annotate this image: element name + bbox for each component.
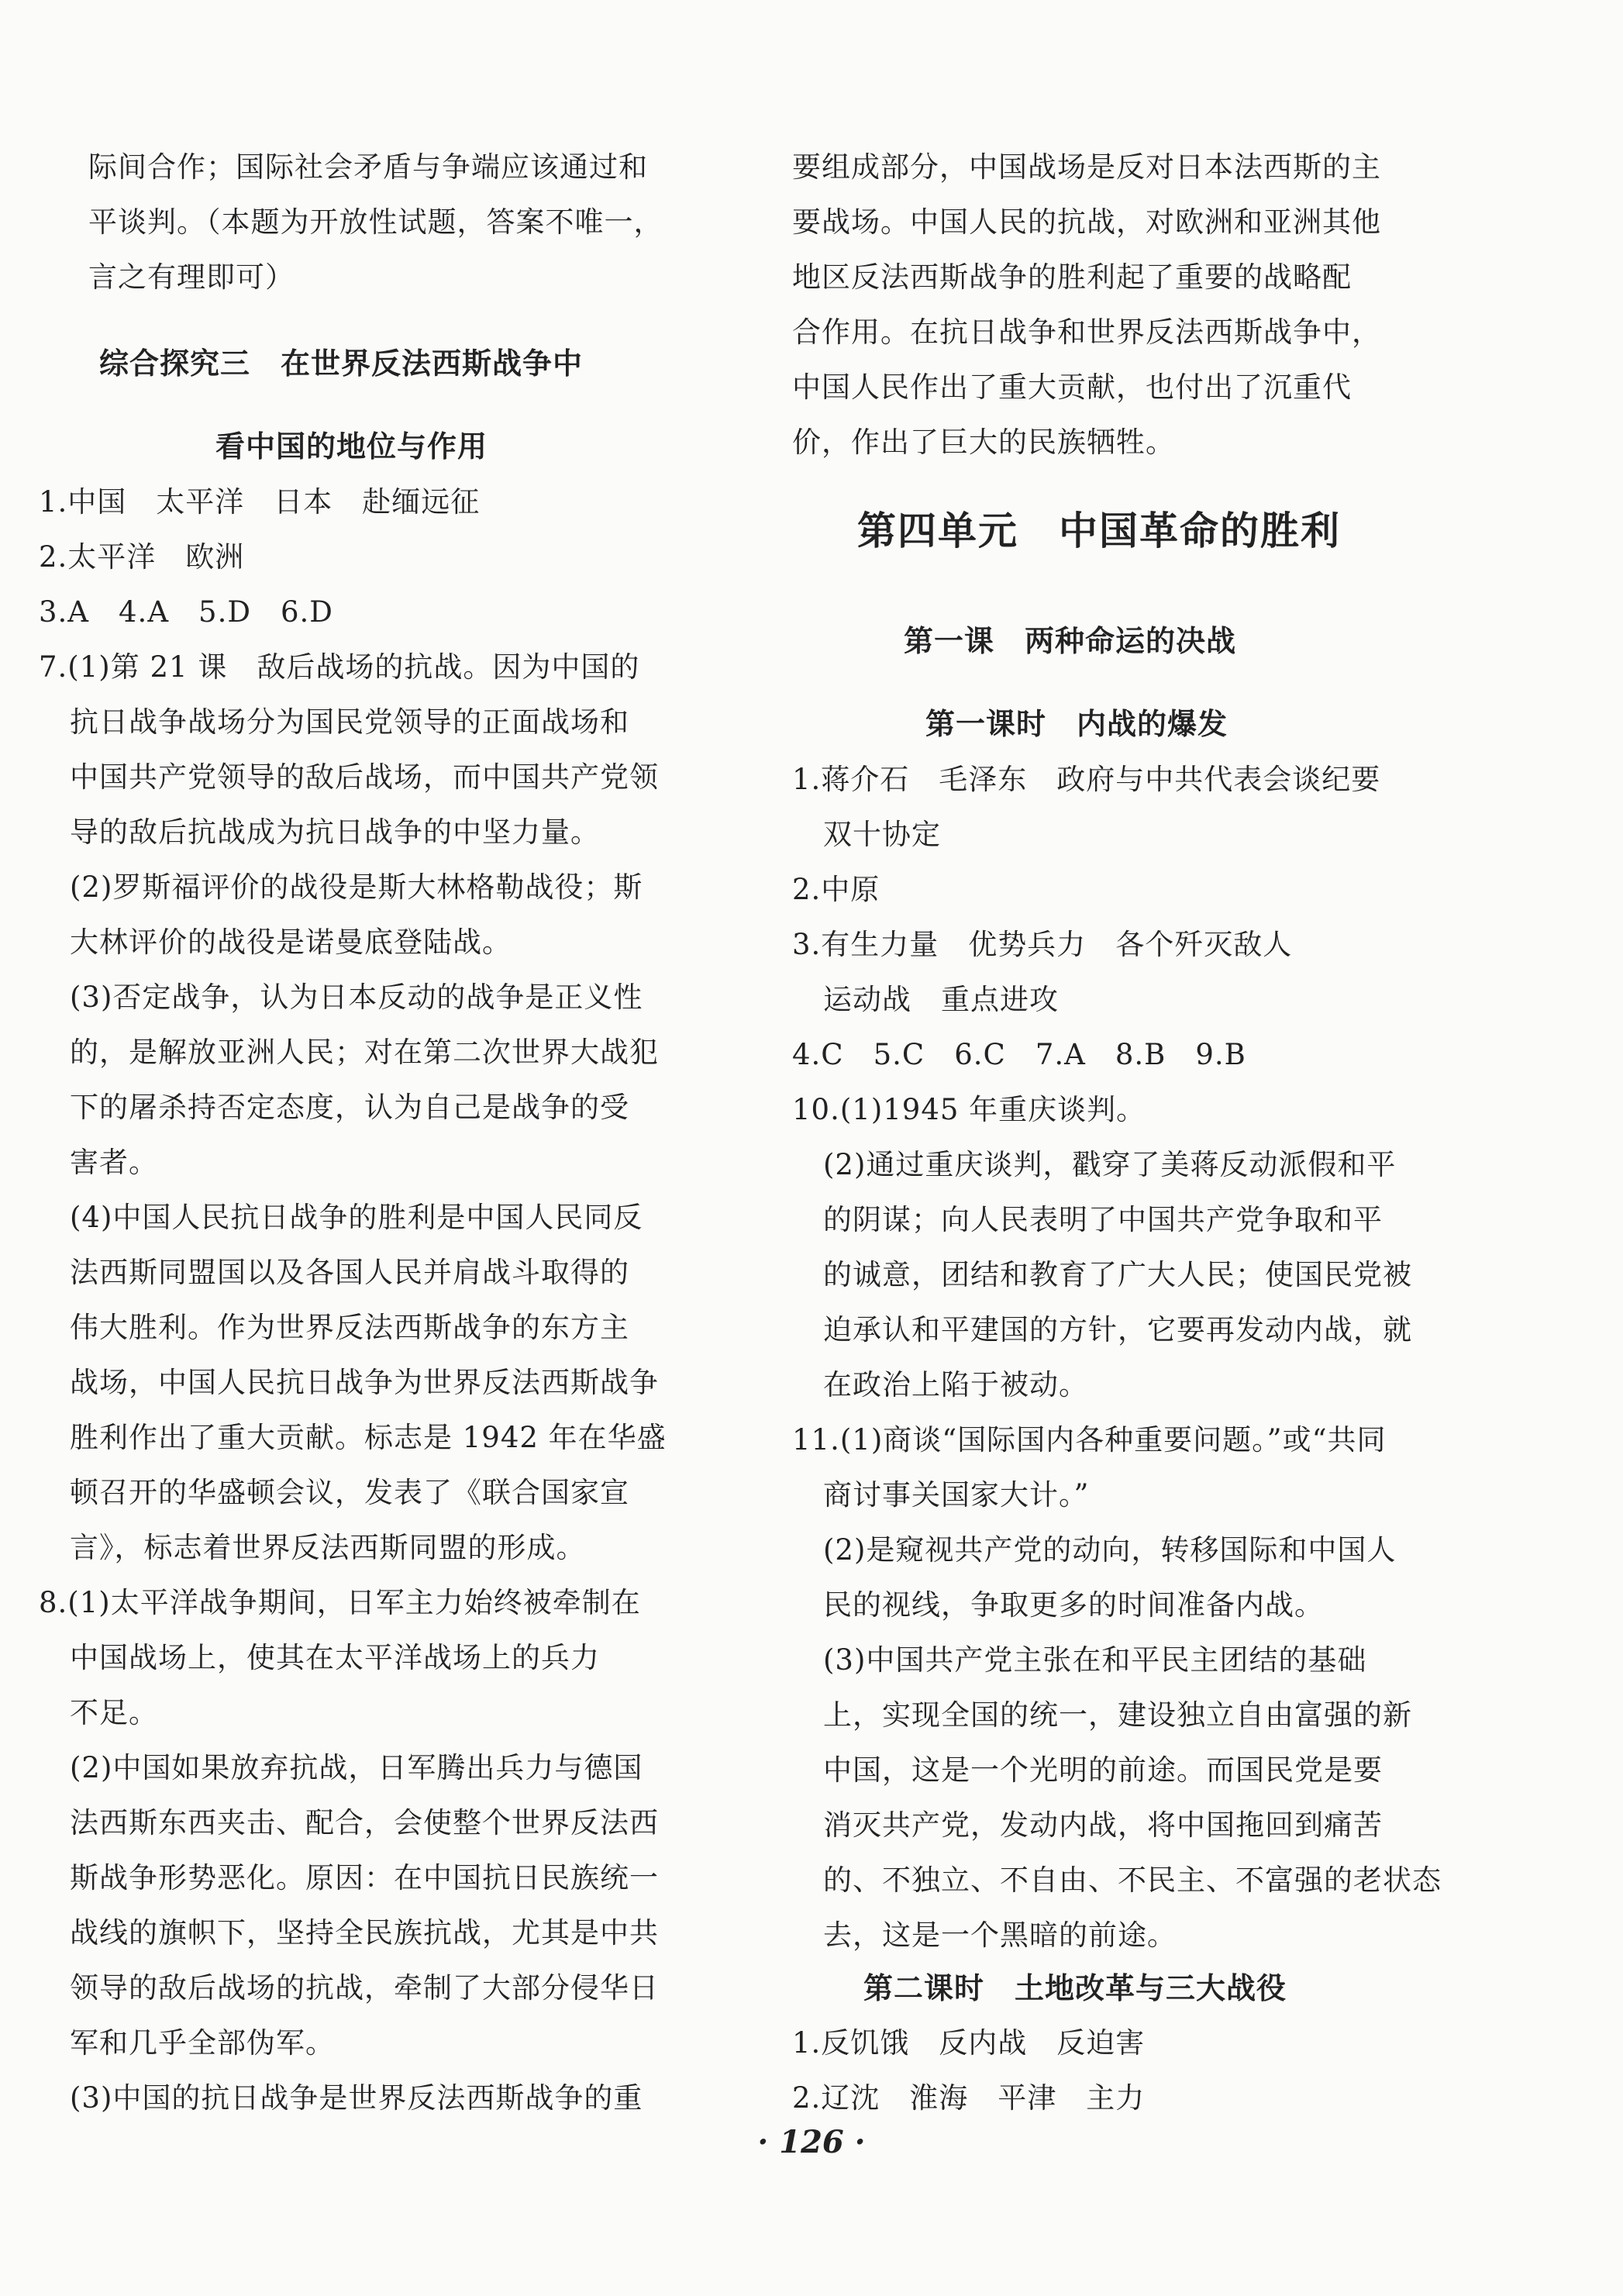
answer-line: 2.太平洋 欧洲: [39, 540, 245, 574]
answer-line: 军和几乎全部伪军。: [70, 2026, 335, 2060]
answer-line: (2)是窥视共产党的动向，转移国际和中国人: [823, 1533, 1397, 1567]
answer-line: 法西斯东西夹击、配合，会使整个世界反法西: [70, 1806, 659, 1839]
answer-line: (2)中国如果放弃抗战，日军腾出兵力与德国: [70, 1751, 643, 1784]
answer-line: (4)中国人民抗日战争的胜利是中国人民同反: [70, 1201, 643, 1234]
answer-line: 的诚意，团结和教育了广大人民；使国民党被: [823, 1258, 1412, 1291]
section-heading: 综合探究三 在世界反法西斯战争中: [99, 346, 584, 381]
text-line: 际间合作；国际社会矛盾与争端应该通过和: [88, 150, 648, 184]
text-line: 要战场。中国人民的抗战，对欧洲和亚洲其他: [792, 205, 1381, 239]
period-title: 第一课时 内战的爆发: [925, 707, 1228, 741]
answer-line: 中国战场上，使其在太平洋战场上的兵力: [70, 1641, 600, 1674]
answer-line: 去，这是一个黑暗的前途。: [823, 1919, 1177, 1952]
section-heading-continued: 看中国的地位与作用: [215, 429, 488, 464]
answer-line: 2.辽沈 淮海 平津 主力: [792, 2081, 1146, 2115]
answer-line: 顿召开的华盛顿会议，发表了《联合国家宣: [70, 1476, 629, 1509]
answer-line: 11.(1)商谈“国际国内各种重要问题。”或“共同: [792, 1423, 1387, 1457]
answer-line: 斯战争形势恶化。原因：在中国抗日民族统一: [70, 1861, 659, 1894]
answer-line: 在政治上陷于被动。: [823, 1368, 1088, 1401]
page-number: · 126 ·: [757, 2124, 866, 2160]
text-line: 中国人民作出了重大贡献，也付出了沉重代: [792, 371, 1352, 404]
answer-line: 1.反饥饿 反内战 反迫害: [792, 2026, 1146, 2060]
answer-line: 言》，标志着世界反法西斯同盟的形成。: [70, 1531, 586, 1564]
left-column: [39, 0, 736, 2217]
answer-line: (2)通过重庆谈判，戳穿了美蒋反动派假和平: [823, 1148, 1397, 1181]
answer-line: 4.C 5.C 6.C 7.A 8.B 9.B: [792, 1038, 1246, 1071]
answer-line: 法西斯同盟国以及各国人民并肩战斗取得的: [70, 1256, 629, 1289]
answer-line: (3)中国共产党主张在和平民主团结的基础: [823, 1643, 1367, 1677]
answer-line: 战场，中国人民抗日战争为世界反法西斯战争: [70, 1366, 659, 1399]
answer-line: 害者。: [70, 1146, 158, 1179]
answer-line: 商讨事关国家大计。”: [823, 1478, 1090, 1512]
answer-line: 消灭共产党，发动内战，将中国拖回到痛苦: [823, 1808, 1383, 1842]
text-line: 平谈判。（本题为开放性试题，答案不唯一，: [88, 205, 663, 239]
answer-line: 上，实现全国的统一，建设独立自由富强的新: [823, 1698, 1412, 1732]
answer-line: 领导的敌后战场的抗战，牵制了大部分侵华日: [70, 1971, 659, 2005]
answer-line: (3)中国的抗日战争是世界反法西斯战争的重: [70, 2081, 643, 2115]
text-line: 言之有理即可）: [88, 260, 295, 294]
text-line: 合作用。在抗日战争和世界反法西斯战争中，: [792, 315, 1381, 349]
answer-line: 战线的旗帜下，坚持全民族抗战，尤其是中共: [70, 1916, 659, 1950]
answer-line: 10.(1)1945 年重庆谈判。: [792, 1093, 1146, 1126]
answer-line: 导的敌后抗战成为抗日战争的中坚力量。: [70, 815, 600, 849]
answer-line: 伟大胜利。作为世界反法西斯战争的东方主: [70, 1311, 629, 1344]
answer-line: 的阴谋；向人民表明了中国共产党争取和平: [823, 1203, 1383, 1236]
answer-line: (2)罗斯福评价的战役是斯大林格勒战役；斯: [70, 870, 643, 904]
answer-line: 8.(1)太平洋战争期间，日军主力始终被牵制在: [39, 1586, 641, 1619]
text-line: 价，作出了巨大的民族牺牲。: [792, 426, 1175, 459]
answer-line: 1.蒋介石 毛泽东 政府与中共代表会谈纪要: [792, 763, 1381, 796]
answer-line: 3.有生力量 优势兵力 各个歼灭敌人: [792, 928, 1293, 961]
answer-line: 不足。: [70, 1696, 158, 1729]
answer-line: 的，是解放亚洲人民；对在第二次世界大战犯: [70, 1036, 659, 1069]
answer-line: 运动战 重点进攻: [823, 983, 1059, 1016]
answer-line: (3)否定战争，认为日本反动的战争是正义性: [70, 981, 643, 1014]
text-line: 地区反法西斯战争的胜利起了重要的战略配: [792, 260, 1352, 294]
period-title: 第二课时 土地改革与三大战役: [863, 1971, 1287, 2005]
answer-line: 中国，这是一个光明的前途。而国民党是要: [823, 1753, 1383, 1787]
answer-line: 3.A 4.A 5.D 6.D: [39, 595, 333, 629]
answer-line: 中国共产党领导的敌后战场，而中国共产党领: [70, 760, 659, 794]
answer-line: 2.中原: [792, 873, 880, 906]
answer-line: 双十协定: [823, 818, 941, 851]
answer-line: 7.(1)第 21 课 敌后战场的抗战。因为中国的: [39, 650, 640, 684]
answer-line: 民的视线，争取更多的时间准备内战。: [823, 1588, 1324, 1622]
lesson-title: 第一课 两种命运的决战: [904, 624, 1237, 658]
text-line: 要组成部分，中国战场是反对日本法西斯的主: [792, 150, 1381, 184]
answer-line: 胜利作出了重大贡献。标志是 1942 年在华盛: [70, 1421, 667, 1454]
answer-line: 1.中国 太平洋 日本 赴缅远征: [39, 485, 481, 519]
answer-line: 下的屠杀持否定态度，认为自己是战争的受: [70, 1091, 629, 1124]
answer-line: 抗日战争战场分为国民党领导的正面战场和: [70, 705, 629, 739]
answer-line: 的、不独立、不自由、不民主、不富强的老状态: [823, 1863, 1442, 1897]
answer-line: 大林评价的战役是诺曼底登陆战。: [70, 926, 512, 959]
answer-line: 迫承认和平建国的方针，它要再发动内战，就: [823, 1313, 1412, 1346]
unit-title: 第四单元 中国革命的胜利: [857, 508, 1341, 553]
right-column: [792, 0, 1490, 2217]
